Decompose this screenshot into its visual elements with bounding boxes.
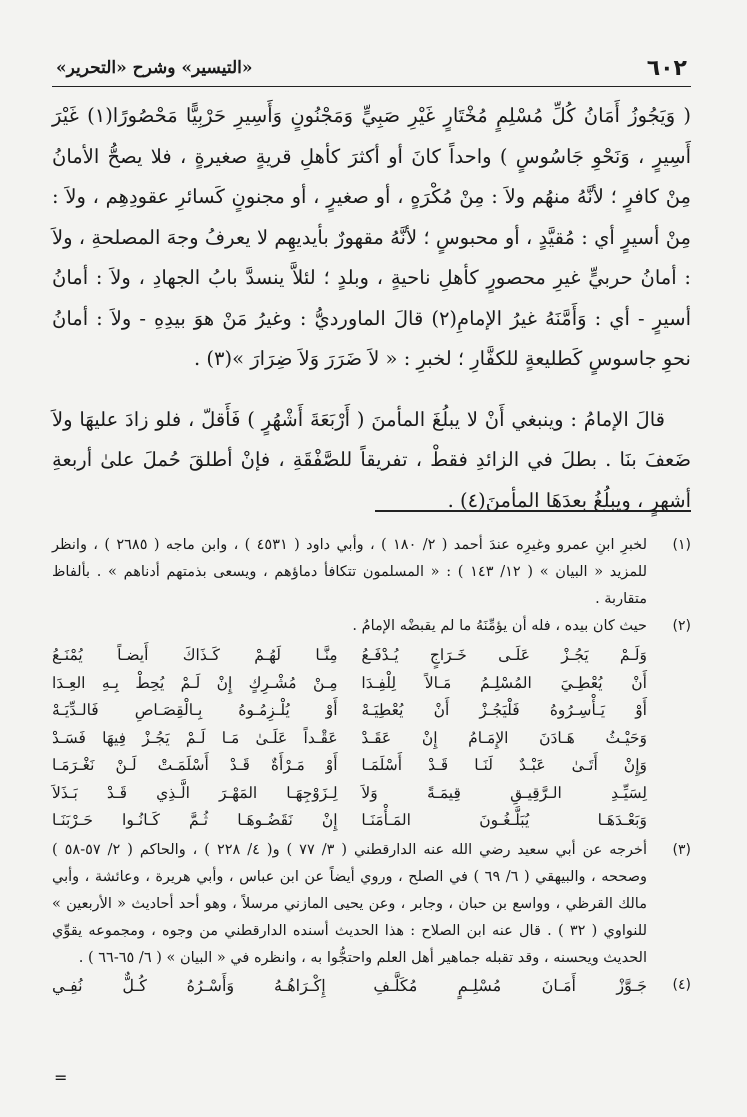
footnote-divider bbox=[375, 510, 691, 512]
verse-second-half: إِنْ نَقَضُـوهَـا ثُـمَّ كَـانُـوا حَـرْبَنَـا bbox=[52, 811, 338, 829]
footnote-text: أخرجه عن أبي سعيد رضي الله عنه الدارقطني ( ٣/ ٧٧ ) و( ٤/ ٢٢٨ ) ، والحاكم ( ٢/ ٥٧-٥٨ ) وصححه ، والبيهقي ( ٦/ ٦٩ ) في الصلح ، وروي أيضاً عن ابن عباس ، وأبي هريرة ، وعائشة ، وأبي مالك القرظي ، وواسع بن حبان ، وجابر ، وعن يحيى المازني مرسلاً ، وهو أحد أحاديث « الأربعين » للنواوي ( ٣٢ ) . قال عنه ابن الصلاح : هذا الحديث أسنده الدارقطني من وجوه ، ومجموعه يقوِّي الحديث ويحسنه ، وقد تقبله جماهير أهل العلم واحتجُّوا به ، وانظره في « البيان » ( ٦/ ٦٥-٦٦ ) . bbox=[52, 841, 648, 966]
verse-second-half: عَقْـداً عَلَـىٰ مَـا لَـمْ يَجُـزْ فِيهَا فَسَـدْ bbox=[52, 728, 338, 747]
poem-verse bbox=[52, 697, 647, 725]
verse-first-half: وَبَعْـدَهَـا يُبَلَّـغُـونَ المَـأْمَنَـا bbox=[361, 811, 647, 829]
verse-first-half: جَـوَّزْ أَمَـانَ مُسْلِـمٍ مُكَلَّـفِ bbox=[373, 975, 647, 995]
poem-verse bbox=[52, 972, 647, 999]
verse-first-half: أَنْ يُعْطِـيَ المُسْلِـمُ مَـالاً لِلْفِـدَا bbox=[361, 673, 647, 692]
running-title: «التيسير» وشرح «التحرير» bbox=[56, 58, 253, 78]
footnote-text: لخبرِ ابنِ عمرو وغيرِه عندَ أحمد ( ٢/ ١٨٠ ) ، وأبي داود ( ٤٥٣١ ) ، وابن ماجه ( ٢٦٨٥ ) ، وانظر للمزيد « البيان » ( ١٢/ ١٤٣ ) : « المسلمون تتكافأ دماؤهم ، ويسعى بذمتهم أدناهم » . بألفاظ متقاربة . bbox=[52, 537, 648, 607]
verse-first-half: وَحَيْـثُ هَـادَنَ الإِمَـامُ إِنْ عَقَـدْ bbox=[361, 728, 647, 747]
footnote-2-body bbox=[52, 613, 647, 837]
poem bbox=[52, 642, 647, 835]
footnote-text: حيث كان بيده ، فله أن يؤمِّنَهُ ما لم يقبضْه الإمامُ . bbox=[352, 618, 647, 634]
verse-second-half: مِـنْ مُشْـرِكٍ إِنْ لَـمْ يُحِطْ بِـهِ العِـدَا bbox=[52, 673, 338, 692]
footnote-number: (٤) bbox=[672, 976, 691, 993]
verse-first-half: لِسَيِّـدِ الـرَّقِيـقِ قِيمَـةً وَلاَ bbox=[361, 783, 647, 802]
poem-verse bbox=[52, 670, 647, 698]
footnote-number: (٢) bbox=[672, 618, 691, 634]
main-paragraph-1: ( وَيَجُوزُ أَمَانُ كُلِّ مُسْلِمٍ مُخْتَارٍ غَيْرِ صَبِيٍّ وَمَجْنُونٍ وَأَسِيرِ حَرْبِيًّا مَحْصُورًا(١) غَيْرَ أَسِيرٍ ، وَنَحْوِ جَاسُوسٍ ) واحداً كانَ أو أكثرَ كأهلِ قريةٍ صغيرةٍ ، فلا يصحُّ الأمانُ مِنْ كافرٍ ؛ لأنَّهُ منهُم ولاَ : مِنْ مُكْرَهٍ ، أو صغيرٍ ، أو مجنونٍ كَسائرِ عقودِهِم ، ولاَ : مِنْ أسيرٍ أي : مُقيَّدٍ ، أو محبوسٍ ؛ لأنَّهُ مقهورٌ بأيديهِم لا يعرفُ وجهَ المصلحةِ ، ولاَ : أمانُ حربيٍّ غيرِ محصورٍ كأهلِ ناحيةٍ ، وبلدٍ ؛ لئلاَّ ينسدَّ بابُ الجهادِ ، ولاَ : أمانُ أسيرٍ - أي : وَأَمَّنَهُ غيرُ الإمامِ(٢) قالَ الماورديُّ : وغيرُ مَنْ هوَ بيدِهِ - ولاَ : أمانُ نحوِ جاسوسٍ كَطليعةٍ للكفَّارِ ؛ لخبرِ : « لاَ ضَرَرَ وَلاَ ضِرَارَ »(٣) . bbox=[52, 104, 691, 370]
verse-second-half: أَوْ مَـرْأَةٌ قَـدْ أَسْلَمَـتْ لَـنْ نَغْـرَمَـا bbox=[52, 756, 338, 774]
verse-second-half: مِنَّـا لَهُـمْ كَـذَاكَ أَيضـاً يُمْنَـعُ bbox=[52, 646, 338, 664]
page-number: ٦٠٢ bbox=[646, 56, 687, 81]
main-text bbox=[52, 96, 691, 521]
main-paragraph-2: قالَ الإمامُ : وينبغي أَنْ لا يبلُغَ المأمنَ ( أَرْبَعَةَ أَشْهُرٍ ) فَأَقلّ ، فلو زادَ عليهَا ولاَ ضَعفَ بنَا . بطلَ في الزائدِ فقطْ ، تفريقاً للصَّفْقَةِ ، فإنْ أطلقَ حُملَ علىٰ أربعةِ أشهرٍ ، ويبلُغُ بعدَهَا المأمنَ(٤) . bbox=[52, 407, 691, 512]
footnote-1 bbox=[52, 532, 691, 613]
poem-verse bbox=[52, 752, 647, 780]
verse-first-half: وَلَـمْ يَجُـزْ عَلَـى خَـرَاجٍ يُـدْفَـعُ bbox=[361, 646, 647, 664]
footnote-number: (١) bbox=[672, 537, 691, 553]
page-header bbox=[52, 52, 691, 87]
poem-verse bbox=[52, 642, 647, 670]
verse-first-half: أَوْ يَـأْسِـرُوهُ فَلْيَجُـزْ أَنْ يُعْطِيَـهْ bbox=[361, 701, 647, 719]
footnote-2 bbox=[52, 613, 691, 837]
footnotes bbox=[52, 532, 691, 999]
footnote-3 bbox=[52, 837, 691, 972]
continuation-mark: = bbox=[54, 1068, 68, 1087]
verse-first-half: وَإِنْ أَتَـىٰ عَبْـدٌ لَنَـا قَـدْ أَسْلَمَـا bbox=[361, 756, 647, 774]
footnote-4 bbox=[52, 972, 691, 999]
poem-verse bbox=[52, 780, 647, 808]
footnote-number: (٣) bbox=[672, 841, 691, 858]
poem-verse bbox=[52, 807, 647, 835]
verse-second-half: إِكْـرَاهُـهُ وَأَسْـرُهُ كُـلٌّ نُفِـي bbox=[52, 975, 326, 995]
verse-second-half: أَوْ يُلْـزِمُـوهُ بِـالْقِصَـاصِ فَالـدِّيَـهْ bbox=[52, 701, 338, 719]
poem-verse bbox=[52, 725, 647, 753]
verse-second-half: لِـزَوْجِهَـا المَهْـرَ الَّـذِي قَـدْ بَـذَلاَ bbox=[52, 783, 338, 802]
